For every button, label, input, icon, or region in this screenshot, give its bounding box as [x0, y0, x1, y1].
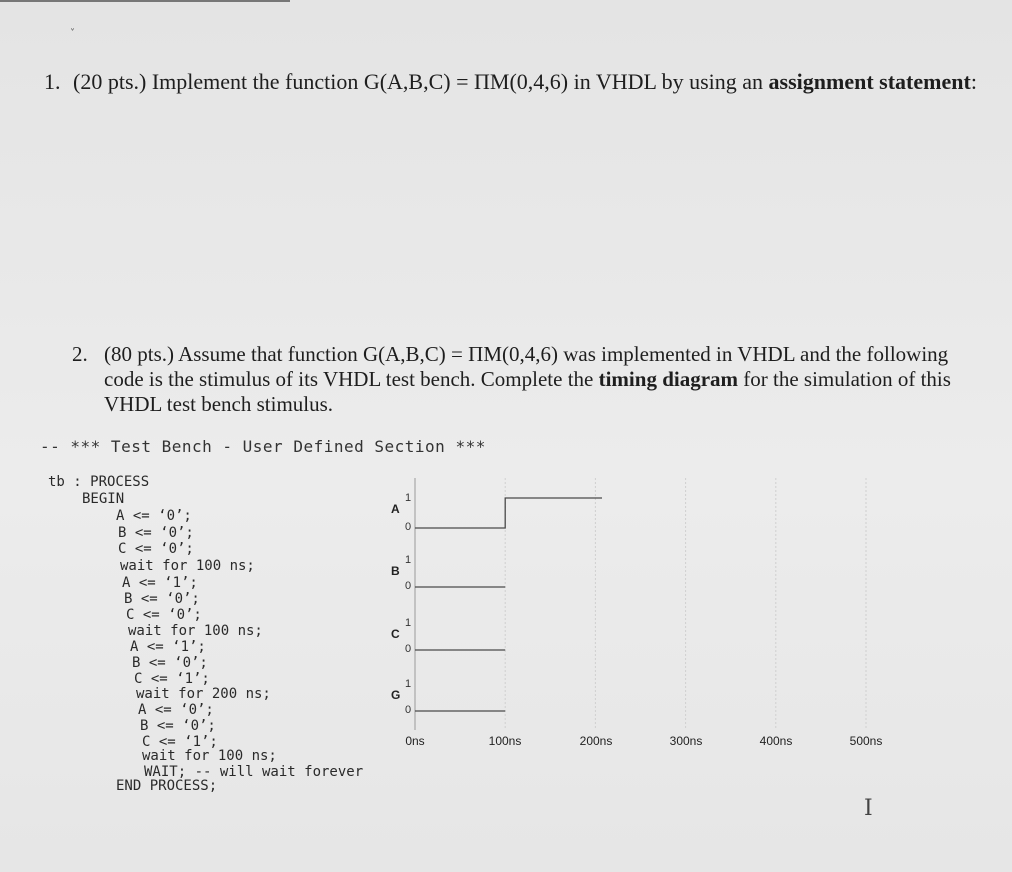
- signal-label: G: [391, 688, 401, 702]
- question-1-bold: assignment statement: [768, 69, 971, 94]
- question-2-number: 2.: [72, 342, 88, 366]
- code-line: wait for 100 ns;: [142, 748, 277, 764]
- code-line: wait for 100 ns;: [128, 623, 263, 639]
- question-1-suffix: :: [970, 69, 977, 94]
- code-line: wait for 200 ns;: [136, 686, 271, 702]
- code-line: WAIT; -- will wait forever: [144, 764, 364, 780]
- code-line: BEGIN: [82, 491, 125, 507]
- question-1-number: 1.: [44, 69, 61, 94]
- level-high-label: 1: [405, 617, 412, 629]
- stray-mark: ˅: [70, 28, 75, 39]
- code-line: C <= ‘1’;: [134, 671, 210, 687]
- time-tick-label: 0ns: [405, 734, 425, 748]
- time-tick-label: 100ns: [488, 734, 522, 748]
- signal-label: A: [391, 502, 400, 516]
- time-tick-label: 500ns: [849, 734, 883, 748]
- question-1-text: (20 pts.) Implement the function G(A,B,C) = ΠM(0,4,6) in VHDL by using an: [73, 69, 769, 94]
- level-low-label: 0: [405, 521, 412, 533]
- level-high-label: 1: [405, 492, 412, 504]
- text-cursor-icon: I: [864, 796, 873, 821]
- code-line: A <= ‘0’;: [138, 702, 214, 718]
- level-high-label: 1: [405, 554, 412, 566]
- time-tick-label: 200ns: [579, 734, 613, 748]
- code-line: B <= ‘0’;: [118, 525, 194, 541]
- time-tick-label: 400ns: [759, 734, 793, 748]
- question-2-bold: timing diagram: [598, 367, 739, 391]
- level-high-label: 1: [405, 678, 412, 690]
- code-line: B <= ‘0’;: [140, 718, 216, 734]
- code-line: B <= ‘0’;: [124, 591, 200, 607]
- signal-label: B: [391, 564, 400, 578]
- code-line: A <= ‘1’;: [130, 639, 206, 655]
- level-low-label: 0: [405, 643, 412, 655]
- question-2-text: (80 pts.) Assume that function G(A,B,C) = ΠM(0,4,6) was implemented in VHDL and the following code is the stimulus of its VHDL test bench. Complete the: [104, 342, 949, 391]
- code-line: B <= ‘0’;: [132, 655, 208, 671]
- code-line: A <= ‘1’;: [122, 575, 198, 591]
- question-2-suffix: for the simulation of this VHDL test bench stimulus.: [104, 367, 951, 416]
- code-line: C <= ‘0’;: [126, 607, 202, 623]
- code-line: A <= ‘0’;: [116, 508, 192, 524]
- code-line: tb : PROCESS: [48, 474, 150, 490]
- code-line: wait for 100 ns;: [120, 558, 255, 574]
- signal-label: C: [391, 627, 400, 641]
- code-line: END PROCESS;: [116, 778, 218, 794]
- time-tick-label: 300ns: [669, 734, 703, 748]
- testbench-comment: -- *** Test Bench - User Defined Section ***: [40, 437, 486, 456]
- code-line: C <= ‘1’;: [142, 734, 218, 750]
- level-low-label: 0: [405, 580, 412, 592]
- level-low-label: 0: [405, 704, 412, 716]
- code-line: C <= ‘0’;: [118, 541, 194, 557]
- waveform-A: [415, 498, 602, 528]
